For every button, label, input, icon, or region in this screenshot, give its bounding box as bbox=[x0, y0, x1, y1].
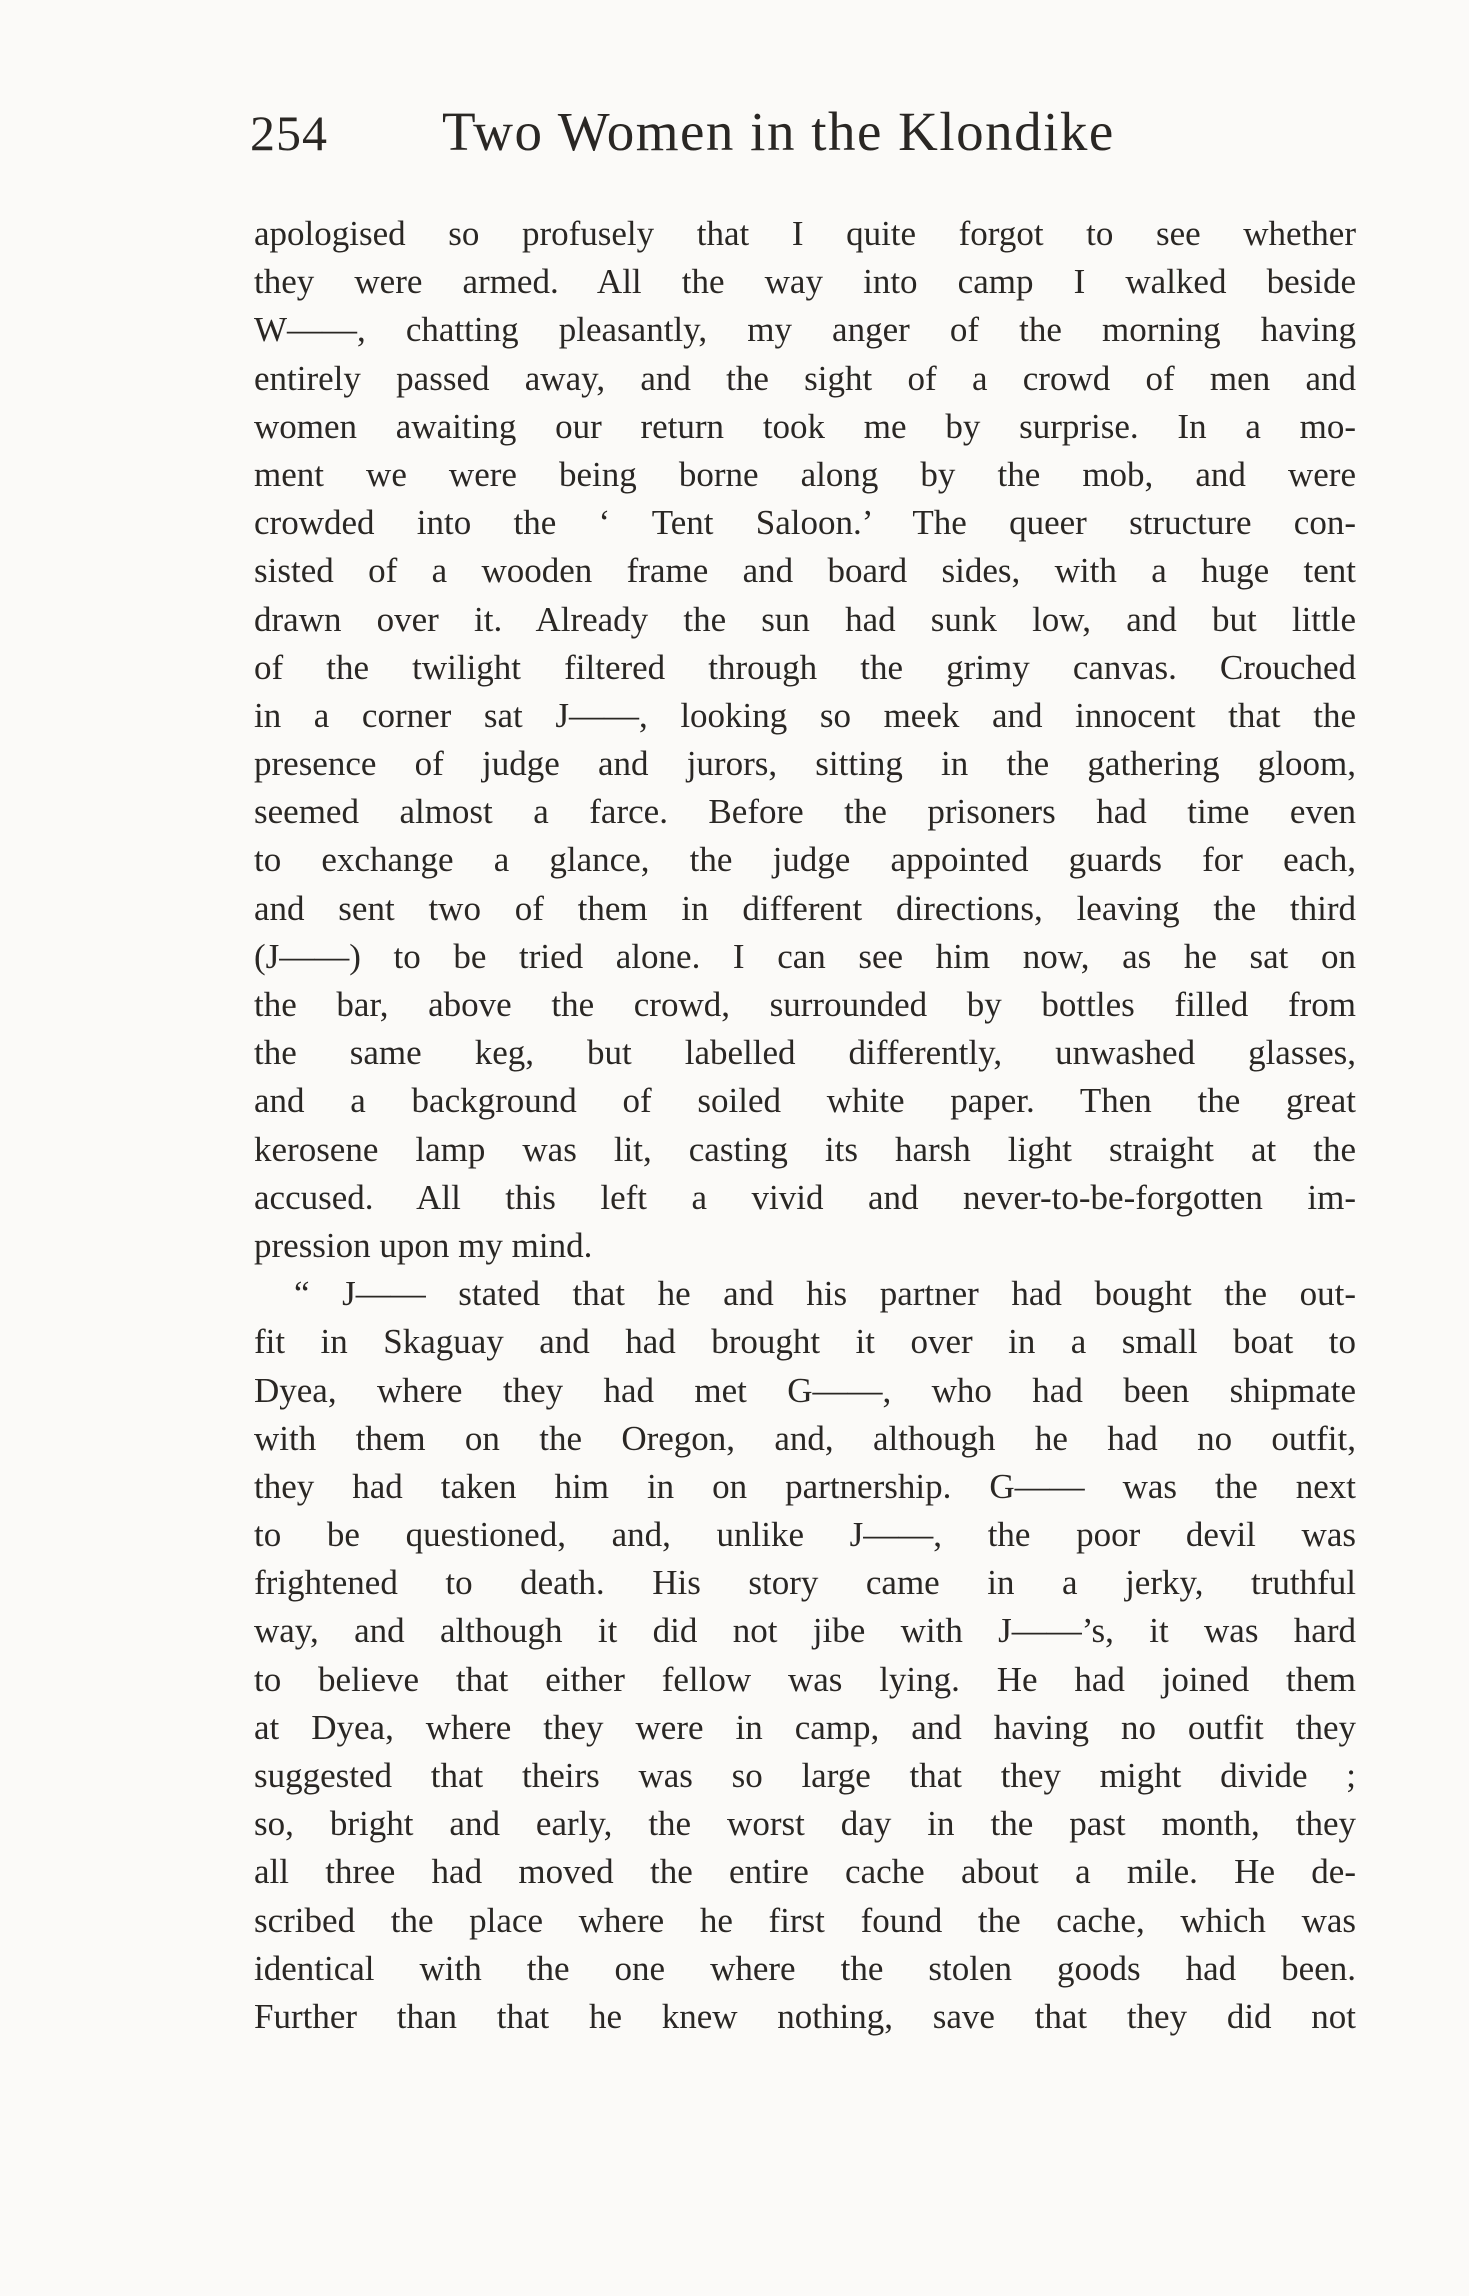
text-line: with them on the Oregon, and, although he had no outfit, bbox=[254, 1418, 1356, 1458]
text-line: in a corner sat J——, looking so meek and innocent that the bbox=[254, 695, 1356, 735]
text-line: (J——) to be tried alone. I can see him now, as he sat on bbox=[254, 936, 1356, 976]
text-line: they were armed. All the way into camp I walked beside bbox=[254, 262, 1356, 302]
text-line: entirely passed away, and the sight of a crowd of men and bbox=[254, 358, 1356, 398]
text-line: Dyea, where they had met G——, who had been shipmate bbox=[254, 1370, 1356, 1410]
text-line: presence of judge and jurors, sitting in the gathering gloom, bbox=[254, 744, 1356, 784]
text-line: ment we were being borne along by the mob, and were bbox=[254, 454, 1356, 494]
text-line: crowded into the ‘ Tent Saloon.’ The queer structure con- bbox=[254, 503, 1356, 543]
running-title: Two Women in the Klondike bbox=[442, 101, 1115, 162]
text-line: pression upon my mind. bbox=[254, 1225, 593, 1265]
paragraph-2 bbox=[254, 1270, 1356, 2041]
text-line: to be questioned, and, unlike J——, the poor devil was bbox=[254, 1515, 1356, 1555]
text-line: drawn over it. Already the sun had sunk low, and but little bbox=[254, 599, 1356, 639]
text-line: suggested that theirs was so large that they might divide ; bbox=[254, 1756, 1356, 1795]
text-line: apologised so profusely that I quite forgot to see whether bbox=[254, 214, 1356, 253]
body-text bbox=[254, 210, 1356, 2041]
text-line: of the twilight filtered through the grimy canvas. Crouched bbox=[254, 647, 1356, 687]
text-line: the same keg, but labelled differently, unwashed glasses, bbox=[254, 1033, 1356, 1073]
text-line: seemed almost a farce. Before the prisoners had time even bbox=[254, 792, 1356, 832]
text-line: scribed the place where he first found the cache, which was bbox=[254, 1900, 1356, 1940]
text-line: frightened to death. His story came in a jerky, truthful bbox=[254, 1563, 1356, 1603]
page-number: 254 bbox=[250, 105, 328, 161]
text-line: Further than that he knew nothing, save that they did not bbox=[254, 1996, 1356, 2036]
text-line: sisted of a wooden frame and board sides, with a huge tent bbox=[254, 551, 1356, 591]
text-line: to exchange a glance, the judge appointed guards for each, bbox=[254, 840, 1356, 880]
text-line: kerosene lamp was lit, casting its harsh light straight at the bbox=[254, 1129, 1356, 1169]
text-line: and a background of soiled white paper. Then the great bbox=[254, 1081, 1356, 1121]
text-line: women awaiting our return took me by surprise. In a mo- bbox=[254, 406, 1356, 446]
text-line: so, bright and early, the worst day in the past month, they bbox=[254, 1804, 1356, 1844]
text-line: fit in Skaguay and had brought it over in a small boat to bbox=[254, 1322, 1356, 1362]
text-line: the bar, above the crowd, surrounded by bottles filled from bbox=[254, 985, 1356, 1024]
text-line: at Dyea, where they were in camp, and having no outfit they bbox=[254, 1707, 1356, 1747]
text-line: identical with the one where the stolen goods had been. bbox=[254, 1948, 1356, 1988]
text-line: all three had moved the entire cache about a mile. He de- bbox=[254, 1852, 1356, 1892]
text-line: “ J—— stated that he and his partner had bought the out- bbox=[294, 1274, 1356, 1314]
text-line: to believe that either fellow was lying. He had joined them bbox=[254, 1659, 1356, 1699]
text-line: way, and although it did not jibe with J——’s, it was hard bbox=[254, 1611, 1356, 1651]
text-line: and sent two of them in different directions, leaving the third bbox=[254, 888, 1356, 928]
paragraph-1 bbox=[254, 210, 1356, 1270]
text-line: they had taken him in on partnership. G—— was the next bbox=[254, 1466, 1356, 1506]
text-line: W——, chatting pleasantly, my anger of the morning having bbox=[254, 310, 1356, 350]
text-line: accused. All this left a vivid and never-to-be-forgotten im- bbox=[254, 1177, 1356, 1217]
